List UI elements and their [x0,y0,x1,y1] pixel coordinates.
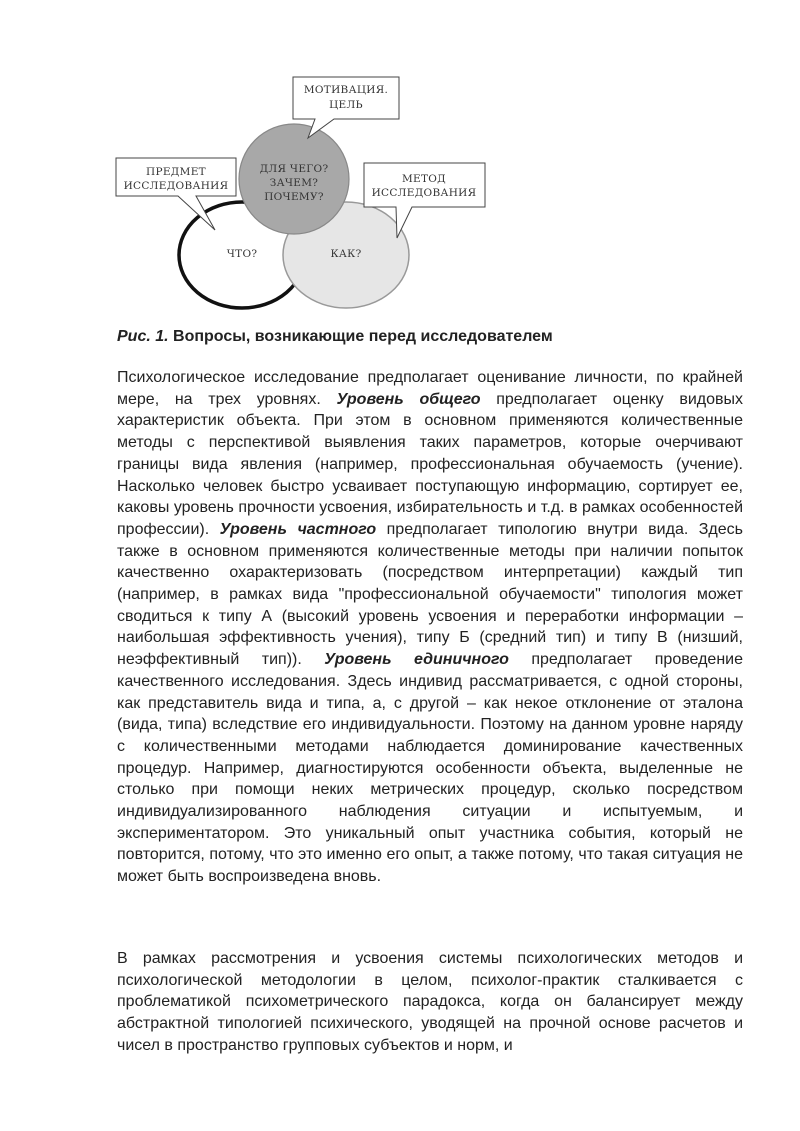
subject-line-1: ПРЕДМЕТ [146,166,206,178]
svg-text:ПОЧЕМУ? [264,191,324,203]
paragraph-text: предполагает типологию внутри вида. Здесь также в основном применяются количественные методы при наличии попыток качественно охарактеризовать (посредством интерпретации) каждый тип (например, в рамках вида "профессиональной обучаемости" типология может сводиться к типу А (высокий уровень усвоения и переработки информации – наибольшая эффективность учения), типу Б (средний тип) и типу В (низший, неэффективный тип)). [117,520,744,669]
svg-text:ЦЕЛЬ [329,99,363,111]
paragraph-levels [117,367,743,888]
term-particular-level: Уровень частного [219,520,377,538]
svg-text:МЕТОД [402,173,446,185]
subject-line-2: ИССЛЕДОВАНИЯ [123,180,229,192]
svg-text:ЗАЧЕМ? [270,177,319,189]
motivation-line-1: МОТИВАЦИЯ. [303,84,389,96]
paragraph-text: В рамках рассмотрения и усвоения системы психологических методов и психологической методологии в целом, психолог-практик сталкивается с проблематикой психометрического парадокса, когда он балансирует между абстрактной типологией психического, уводящей на прочной основе расчетов и чисел в пространство групповых субъектов и норм, и [117,950,743,1054]
figure-number: Рис. 1. [117,328,169,345]
paragraph-paradox [117,948,743,1057]
figure-caption [117,328,717,346]
how-label: КАК? [330,248,362,260]
paragraph-text: предполагает оценку видовых характеристик объекта. При этом в основном применяются количественные методы с перспективой выявления таких параметров, которые очерчивают границы вида явления (например, профессиональная обучаемость (учение). Насколько человек быстро усваивает поступающую информацию, сортирует ее, каковы уровень прочности усвоения, избирательность и т.д. в рамках особенностей профессии). [117,390,744,538]
why-line-1: ДЛЯ ЧЕГО? [259,163,329,175]
svg-text:ИССЛЕДОВАНИЯ [372,187,477,199]
questions-venn-diagram [112,72,512,320]
why-line-2: ЗАЧЕМ? [269,177,319,189]
motivation-line-2: ЦЕЛЬ [329,99,363,111]
svg-text:ИССЛЕДОВАНИЯ [124,180,229,192]
svg-text:ПРЕДМЕТ [146,166,206,178]
figure-caption-text: Вопросы, возникающие перед исследователем [168,328,553,345]
method-line-1: МЕТОД [401,173,447,185]
term-individual-level: Уровень единичного [324,651,509,669]
paragraph-text: предполагает проведение качественного исследования. Здесь индивид рассматривается, с одной стороны, как представитель вида и типа, а, с другой – как некое отклонение от эталона (вида, типа) вследствие его индивидуальности. Поэтому на данном уровне наряду с количественными методами наблюдается доминирование качественных процедур. Например, диагностируются особенности объекта, выделенные не столько при помощи неких метрических процедур, сколько посредством индивидуализированного наблюдения ситуации и испытуемым, и экспериментатором. Это уникальный опыт участника события, который не повторится, потому, что это именно его опыт, а также потому, что такая ситуация не может быть воспроизведена вновь. [117,651,743,886]
figure-diagram [112,72,512,320]
svg-text:ЧТО? [227,248,258,260]
svg-text:КАК? [330,248,361,260]
svg-text:МОТИВАЦИЯ. [304,84,388,96]
svg-text:ДЛЯ ЧЕГО? [260,163,329,175]
method-line-2: ИССЛЕДОВАНИЯ [371,187,477,199]
why-line-3: ПОЧЕМУ? [264,191,324,203]
what-label: ЧТО? [226,248,258,260]
paragraph-text: Психологическое исследование предполагает оценивание личности, по крайней мере, на трех уровнях. [117,369,743,408]
term-general-level: Уровень общего [336,390,481,408]
